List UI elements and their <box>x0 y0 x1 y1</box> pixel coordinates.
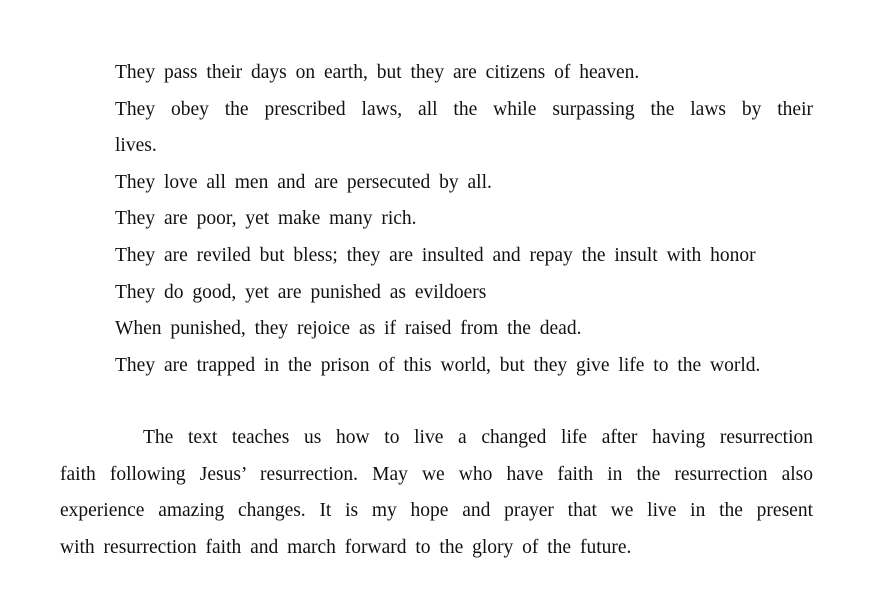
quote-line: They do good, yet are punished as evildoers <box>115 281 487 303</box>
body-paragraph <box>60 420 813 566</box>
quote-line: When punished, they rejoice as if raised from the dead. <box>115 318 582 340</box>
paragraph-line: experience amazing changes. It is my hope and prayer that we live in the present <box>60 500 813 522</box>
paragraph-line: faith following Jesus’ resurrection. May we who have faith in the resurrection also <box>60 463 813 485</box>
quote-line: lives. <box>115 135 157 157</box>
quote-block <box>115 55 813 384</box>
quote-line: They obey the prescribed laws, all the while surpassing the laws by their <box>115 98 813 120</box>
quote-line: They are trapped in the prison of this world, but they give life to the world. <box>115 354 761 376</box>
paragraph-line: The text teaches us how to live a changed life after having resurrection <box>143 427 813 448</box>
quote-line: They love all men and are persecuted by all. <box>115 171 492 193</box>
quote-line: They are poor, yet make many rich. <box>115 208 417 230</box>
paragraph-line: with resurrection faith and march forward to the glory of the future. <box>60 536 632 558</box>
quote-line: They are reviled but bless; they are insulted and repay the insult with honor <box>115 244 756 266</box>
quote-line: They pass their days on earth, but they are citizens of heaven. <box>115 62 640 83</box>
